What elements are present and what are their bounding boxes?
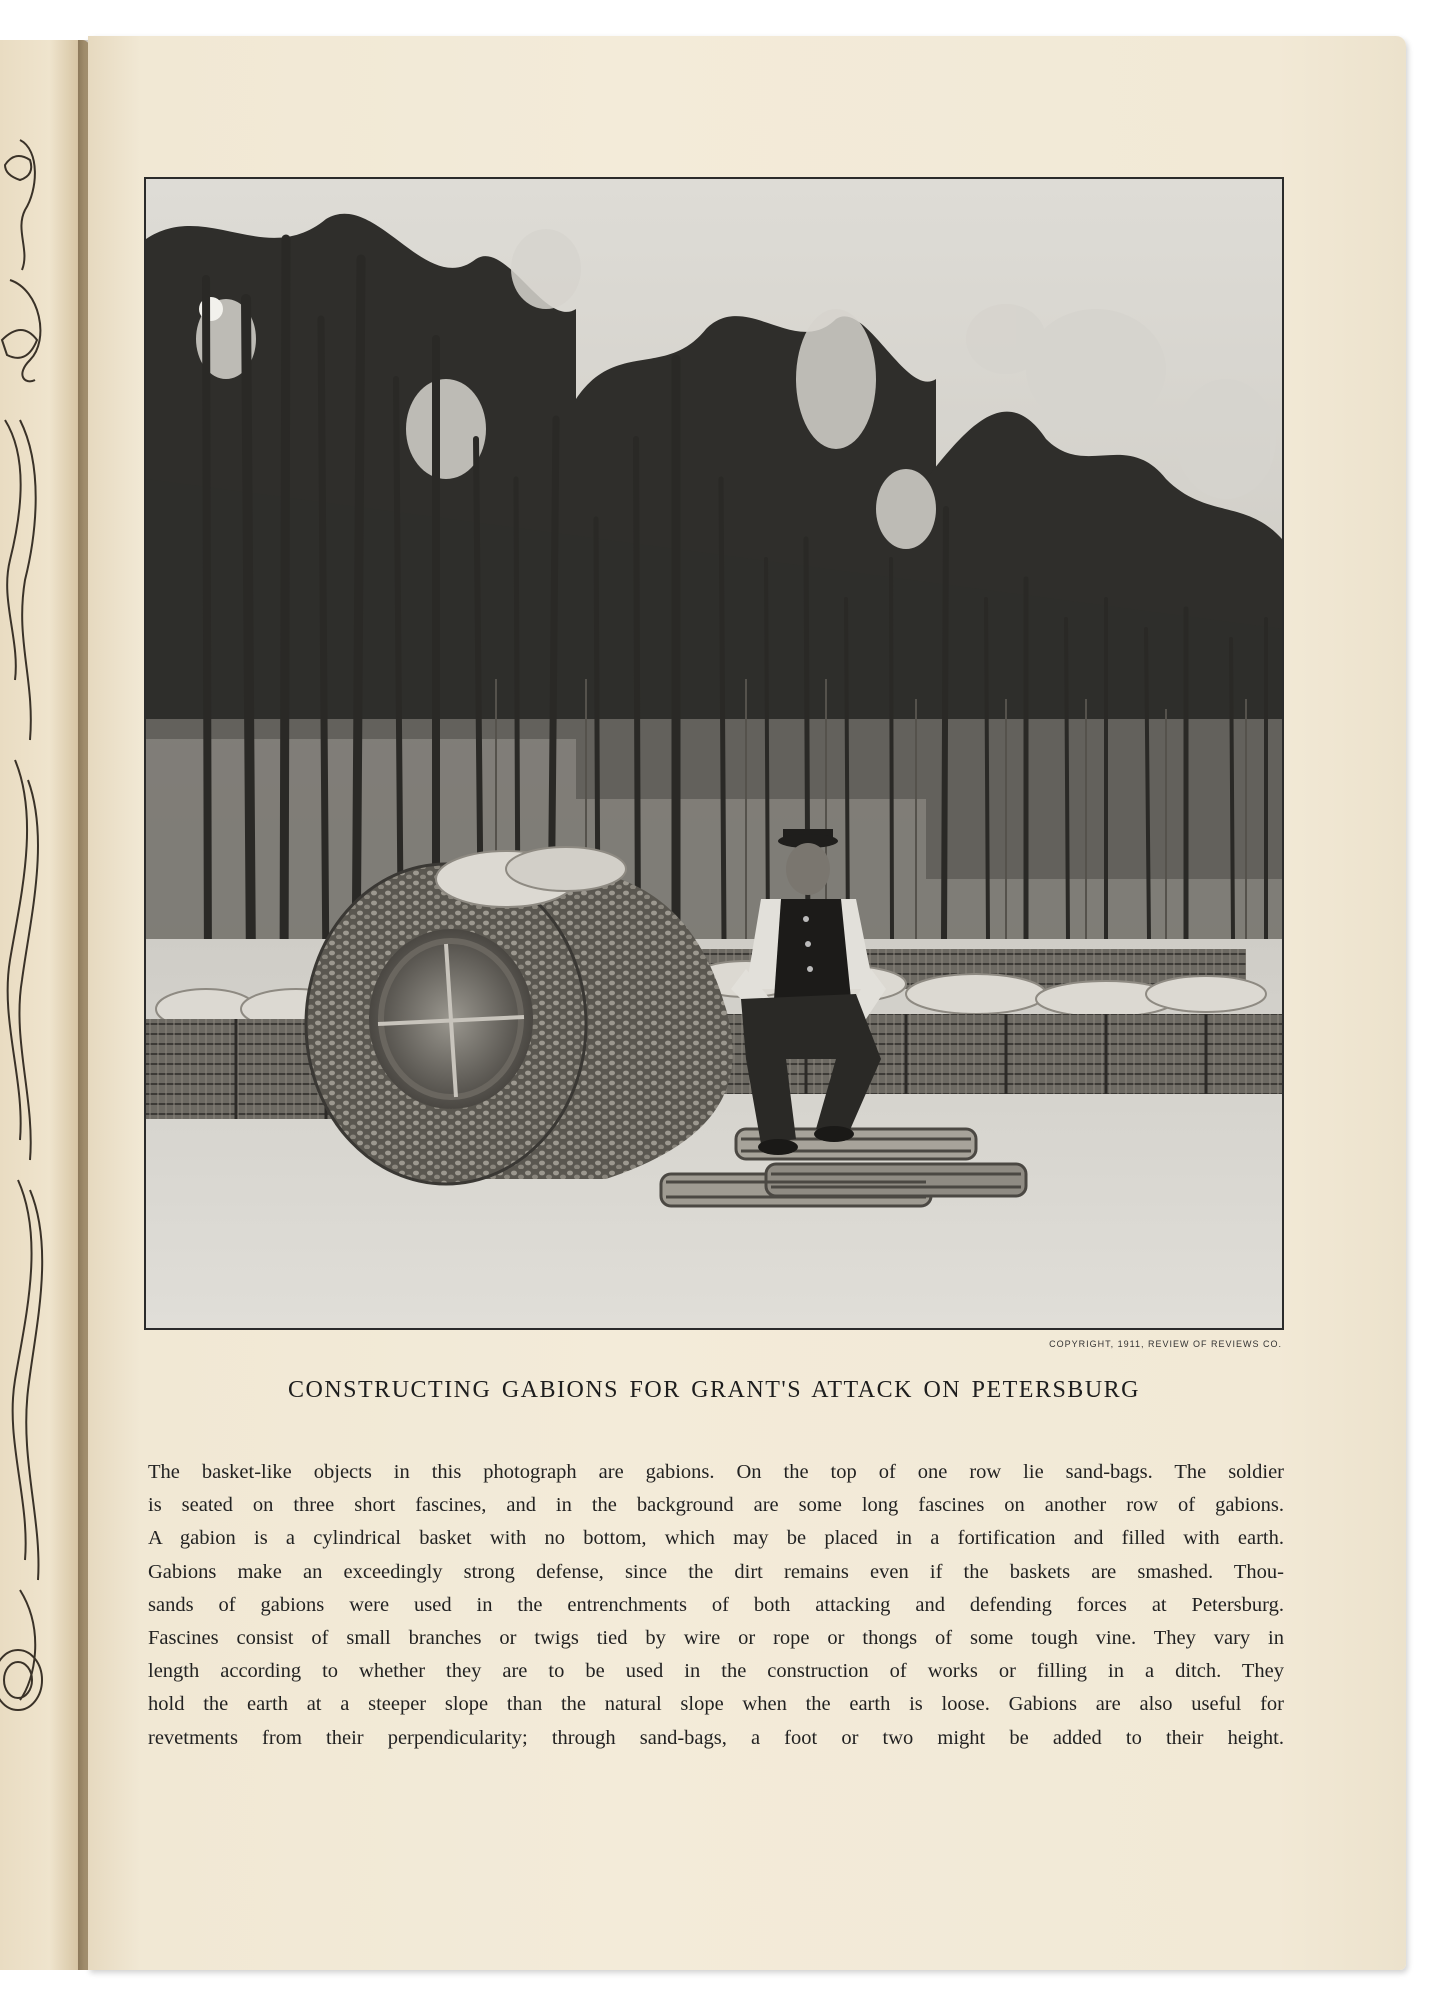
caption-title: CONSTRUCTING GABIONS FOR GRANT'S ATTACK ON PETERSBURG [288, 1377, 1140, 1403]
book-page [88, 36, 1406, 1970]
caption-line: is seated on three short fascines, and in the background are some long fascines on another row of gabions. [148, 1494, 1284, 1517]
caption-line: length according to whether they are to be used in the construction of works or filling in a ditch. They [148, 1660, 1284, 1683]
caption-line: Gabions make an exceedingly strong defense, since the dirt remains even if the baskets are smashed. Thou- [148, 1560, 1284, 1583]
caption-line: hold the earth at a steeper slope than the natural slope when the earth is loose. Gabions are also useful for [148, 1693, 1284, 1716]
caption-line: sands of gabions were used in the entrenchments of both attacking and defending forces at Petersburg. [148, 1593, 1284, 1616]
caption-line: Fascines consist of small branches or twigs tied by wire or rope or thongs of some tough vine. They vary in [148, 1626, 1284, 1649]
gabions-photograph [144, 177, 1284, 1330]
facing-page [0, 40, 90, 1970]
caption-line: A gabion is a cylindrical basket with no bottom, which may be placed in a fortification and filled with earth. [148, 1527, 1284, 1550]
caption-line: revetments from their perpendicularity; through sand-bags, a foot or two might be added to their height. [148, 1726, 1284, 1749]
caption-line: The basket-like objects in this photograph are gabions. On the top of one row lie sand-bags. The soldier [148, 1461, 1284, 1483]
caption-body [148, 1456, 1284, 1755]
photo-illustration [146, 179, 1282, 1328]
photo-copyright: COPYRIGHT, 1911, REVIEW OF REVIEWS CO. [1049, 1339, 1282, 1349]
ornament-illustration [0, 40, 90, 1970]
